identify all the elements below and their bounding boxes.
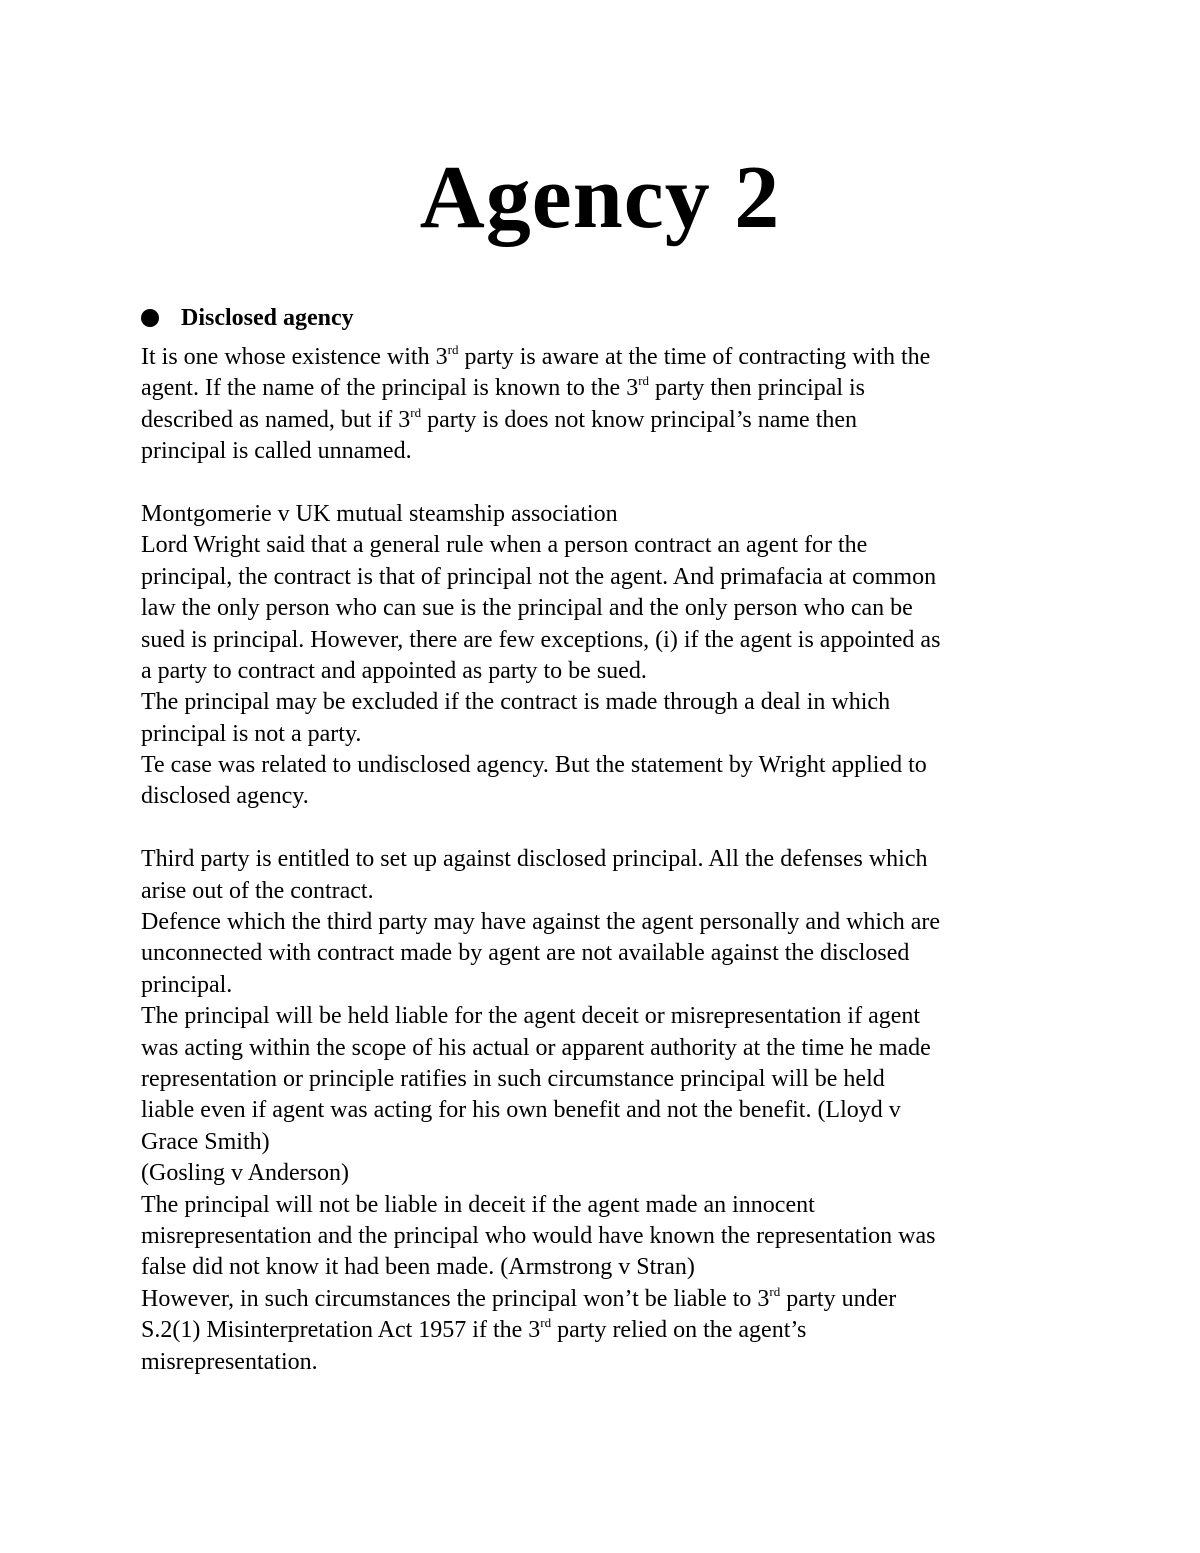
text-line: arise out of the contract. [141,877,374,904]
text-line: described as named, but if 3rd party is does not know principal’s name then [141,404,858,433]
text-line: (Gosling v Anderson) [141,1160,349,1187]
text-line: Te case was related to undisclosed agency. But the statement by Wright applied to [141,752,927,779]
page-title: Agency 2 [419,148,781,247]
text-line: Grace Smith) [141,1128,270,1155]
text-line: The principal will not be liable in deceit if the agent made an innocent [141,1191,815,1218]
text-line: disclosed agency. [141,783,309,810]
text-line: false did not know it had been made. (Armstrong v Stran) [141,1254,695,1281]
text-line: liable even if agent was acting for his own benefit and not the benefit. (Lloyd v [141,1097,901,1124]
text-line: principal is not a party. [141,720,362,747]
text-line: The principal may be excluded if the contract is made through a deal in which [141,689,891,716]
text-line: misrepresentation. [141,1348,318,1375]
paragraph-spacer [141,468,1071,499]
document-body [141,342,1071,1378]
section-heading: Disclosed agency [181,305,354,331]
text-line: principal is called unnamed. [141,438,412,465]
text-line: Montgomerie v UK mutual steamship association [141,500,618,527]
text-line: S.2(1) Misinterpretation Act 1957 if the 3rd party relied on the agent’s [141,1315,807,1344]
text-line: Third party is entitled to set up against disclosed principal. All the defenses which [141,846,928,873]
text-line: Lord Wright said that a general rule when a person contract an agent for the [141,532,868,559]
text-line: The principal will be held liable for the agent deceit or misrepresentation if agent [141,1003,921,1030]
text-line: agent. If the name of the principal is known to the 3rd party then principal is [141,373,865,402]
text-line: a party to contract and appointed as party to be sued. [141,657,647,684]
bullet-icon [141,309,159,327]
section-heading-row [141,302,354,334]
text-line: However, in such circumstances the principal won’t be liable to 3rd party under [141,1283,897,1312]
text-line: It is one whose existence with 3rd party is aware at the time of contracting with the [141,342,931,370]
text-line: misrepresentation and the principal who would have known the representation was [141,1222,936,1249]
text-line: representation or principle ratifies in such circumstance principal will be held [141,1065,885,1092]
text-line: sued is principal. However, there are few exceptions, (i) if the agent is appointed as [141,626,941,653]
text-line: principal. [141,971,233,998]
text-line: was acting within the scope of his actual or apparent authority at the time he made [141,1034,931,1061]
paragraph-spacer [141,813,1071,844]
text-line: principal, the contract is that of principal not the agent. And primafacia at common [141,563,937,590]
text-line: law the only person who can sue is the principal and the only person who can be [141,595,913,622]
text-line: Defence which the third party may have against the agent personally and which are [141,909,941,936]
text-line: unconnected with contract made by agent are not available against the disclosed [141,940,910,967]
